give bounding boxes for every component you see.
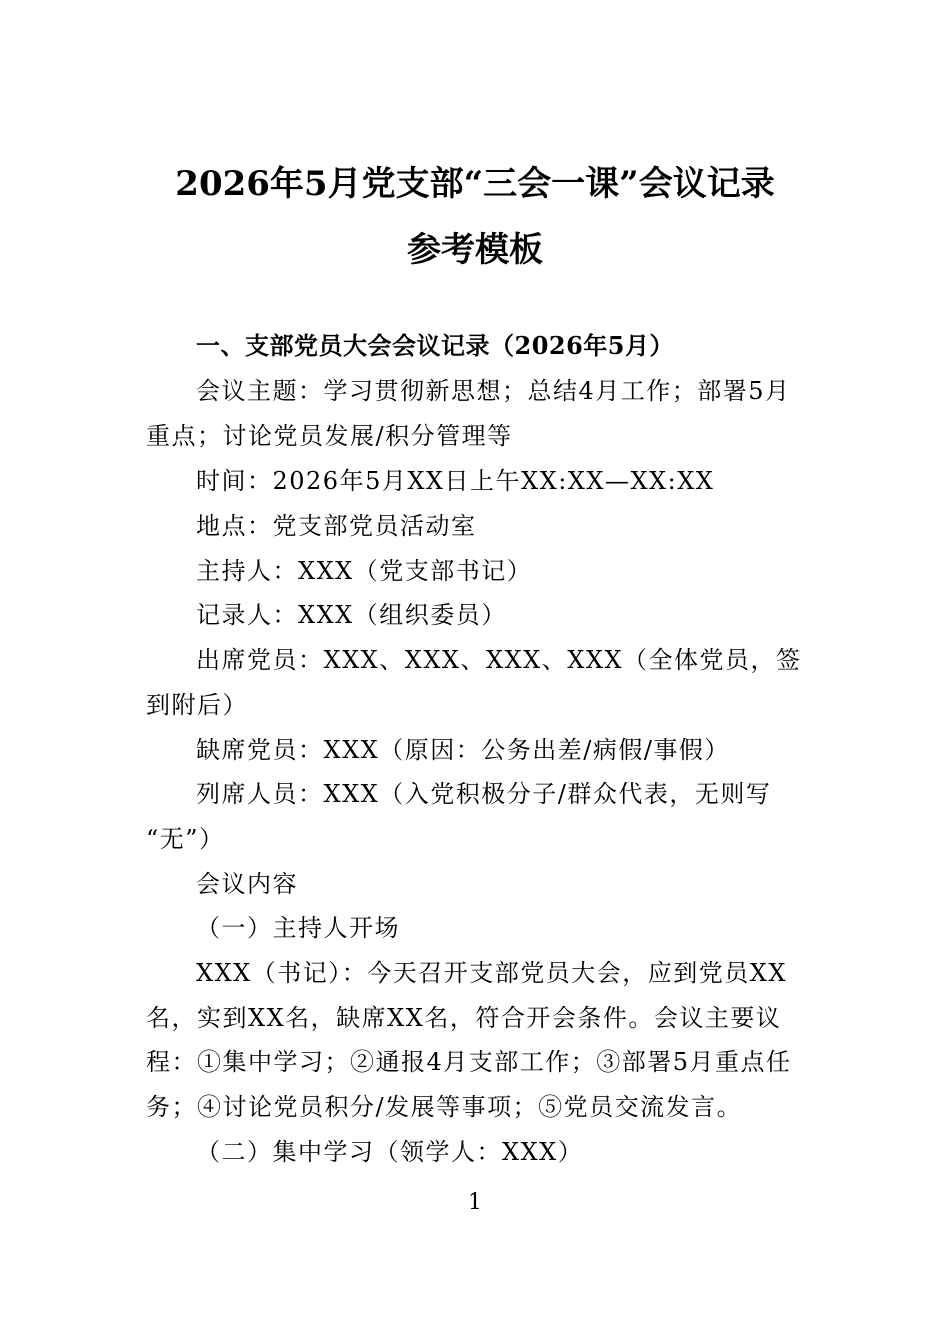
document-title-line-2: 参考模板 bbox=[407, 230, 543, 270]
page-number: 1 bbox=[468, 1190, 482, 1215]
meeting-location: 地点：党支部党员活动室 bbox=[196, 512, 477, 540]
meeting-time: 时间：2026年5月XX日上午XX:XX—XX:XX bbox=[196, 467, 715, 495]
meeting-host: 主持人：XXX（党支部书记） bbox=[196, 557, 533, 585]
observers-line-1: 列席人员：XXX（入党积极分子/群众代表，无则写 bbox=[196, 780, 772, 808]
opening-paragraph-line-2: 名，实到XX名，缺席XX名，符合开会条件。会议主要议 bbox=[146, 1004, 782, 1032]
section-1-heading: 一、支部党员大会会议记录（2026年5月） bbox=[196, 331, 674, 360]
document-title-line-1: 2026年5月党支部“三会一课”会议记录 bbox=[175, 164, 775, 204]
meeting-recorder: 记录人：XXX（组织委员） bbox=[196, 601, 507, 629]
subsection-1-heading: （一）主持人开场 bbox=[196, 914, 400, 942]
opening-paragraph-line-1: XXX（书记）：今天召开支部党员大会，应到党员XX bbox=[196, 959, 787, 987]
attendees-line-2: 到附后） bbox=[146, 691, 248, 719]
subsection-2-heading: （二）集中学习（领学人：XXX） bbox=[196, 1138, 584, 1166]
meeting-topic-line-1: 会议主题：学习贯彻新思想；总结4月工作；部署5月 bbox=[196, 377, 791, 405]
attendees-line-1: 出席党员：XXX、XXX、XXX、XXX（全体党员，签 bbox=[196, 646, 802, 674]
opening-paragraph-line-3: 程：①集中学习；②通报4月支部工作；③部署5月重点任 bbox=[146, 1048, 792, 1076]
observers-line-2: “无”） bbox=[146, 825, 225, 853]
meeting-content-heading: 会议内容 bbox=[196, 870, 298, 898]
meeting-topic-line-2: 重点；讨论党员发展/积分管理等 bbox=[146, 422, 513, 450]
absentees: 缺席党员：XXX（原因：公务出差/病假/事假） bbox=[196, 736, 730, 764]
opening-paragraph-line-4: 务；④讨论党员积分/发展等事项；⑤党员交流发言。 bbox=[146, 1093, 743, 1121]
